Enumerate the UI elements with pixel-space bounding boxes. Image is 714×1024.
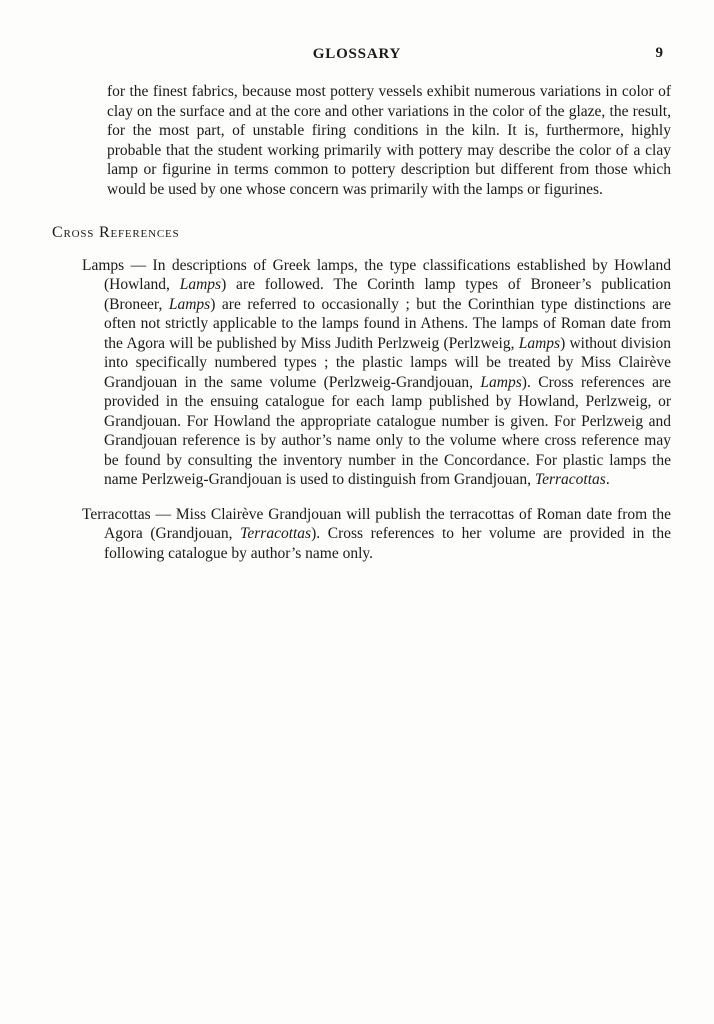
glossary-entry-lamps: Lamps — In descriptions of Greek lamps, the type classifications established by Howland (Howland, Lamps) are followed. The Corinth lamp types of Broneer’s publication (Broneer, Lamps) are referred to occasionally ; but the Corinthian type distinctions are often not strictly applicable to the lamps found in Athens. The lamps of Roman date from the Agora will be published by Miss Judith Perlzweig (Perlzweig, Lamps) without division into specifically numbered types ; the plastic lamps will be treated by Miss Clairève Grandjouan in the same volume (Perlzweig-Grandjouan, Lamps). Cross references are provided in the ensuing catalogue for each lamp published by Howland, Perlzweig, or Grandjouan. For Howland the appropriate catalogue number is given. For Perlzweig and Grandjouan reference is by author’s name only to the volume where cross reference may be found by consulting the inventory number in the Concordance. For plastic lamps the name Perlzweig-Grandjouan is used to distinguish from Grandjouan, Terracottas. (82, 256, 672, 488)
glossary-entry-terracottas: Terracottas — Miss Clairève Grandjouan will publish the terracottas of Roman date from the Agora (Grandjouan, Terracottas). Cross references to her volume are provided in the following catalogue by author’s name only. (82, 505, 671, 562)
running-head-title: GLOSSARY (312, 46, 402, 62)
intro-paragraph: for the finest fabrics, because most pottery vessels exhibit numerous variations in color of clay on the surface and at the core and other variations in the color of the glaze, the result, for the most part, of unstable firing conditions in the kiln. It is, furthermore, highly probable that the student working primarily with pottery may describe the color of a clay lamp or figurine in terms common to pottery description but different from those which would be used by one whose concern was primarily with the lamps or figurines. (107, 83, 671, 198)
section-heading-cross-references: Cross References (52, 224, 180, 241)
page-header (0, 0, 714, 63)
page-number: 9 (655, 45, 663, 61)
